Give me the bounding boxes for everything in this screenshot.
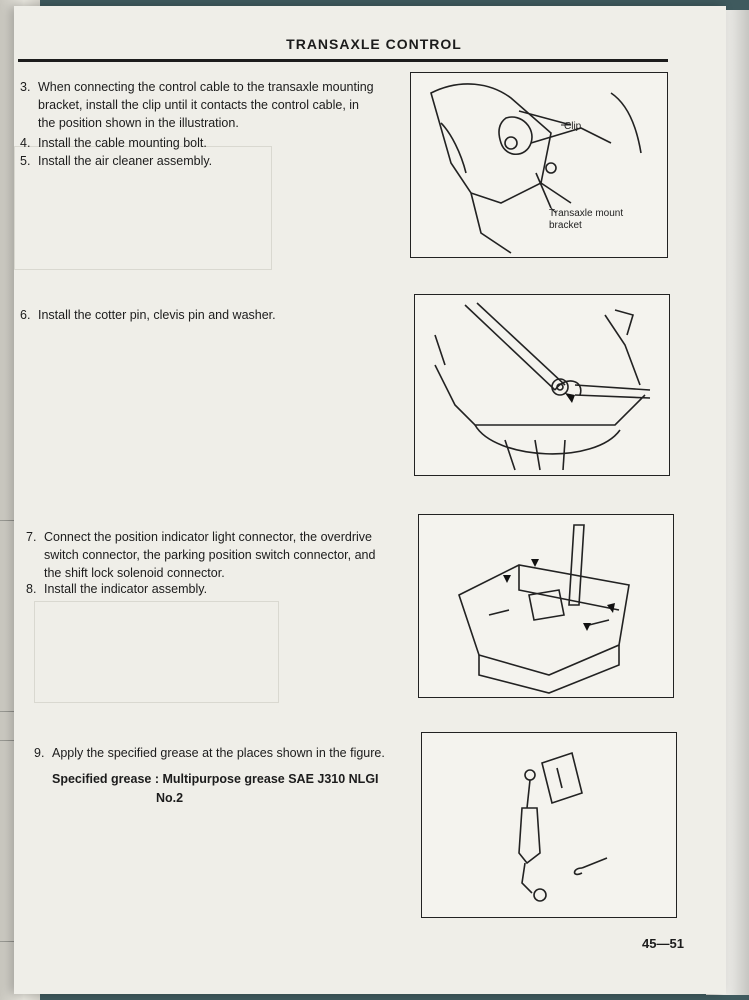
callout-transaxle-mount: Transaxle mount — [549, 208, 624, 219]
manual-page — [14, 6, 726, 994]
clip-bracket-illustration — [411, 73, 667, 257]
figure-grease-points — [421, 732, 677, 918]
grease-points-illustration — [422, 733, 676, 917]
figure-cotter-pin — [414, 294, 670, 476]
step-text-line: the shift lock solenoid connector. — [44, 566, 225, 580]
step-text: Install the air cleaner assembly. — [38, 154, 213, 168]
step-number: 9. — [34, 746, 45, 760]
callout-bracket: bracket — [549, 220, 582, 231]
step-text-line: bracket, install the clip until it contacts the control cable, in — [38, 98, 359, 112]
step-number: 5. — [20, 154, 31, 168]
spec-value-cont: No.2 — [156, 791, 184, 805]
step-text: Apply the specified grease at the places shown in the figure. — [52, 746, 385, 760]
figure-indicator-assembly — [418, 514, 674, 698]
step-text: Install the cable mounting bolt. — [38, 136, 207, 150]
step-8 — [26, 580, 207, 598]
step-text: Install the cotter pin, clevis pin and washer. — [38, 308, 276, 322]
step-text-line: switch connector, the parking position switch connector, and — [44, 548, 376, 562]
step-9 — [34, 744, 385, 762]
step-5 — [20, 152, 212, 170]
step-number: 6. — [20, 308, 31, 322]
cotter-pin-illustration — [415, 295, 669, 475]
specified-grease — [52, 770, 379, 808]
step-6 — [20, 306, 276, 324]
spec-value: Multipurpose grease SAE J310 NLGI — [162, 772, 379, 786]
spec-label: Specified grease : — [52, 772, 159, 786]
step-4 — [20, 134, 207, 152]
step-3 — [20, 78, 390, 132]
step-number: 8. — [26, 582, 37, 596]
indicator-assembly-illustration — [419, 515, 673, 697]
step-text: Install the indicator assembly. — [44, 582, 208, 596]
step-number: 3. — [20, 80, 31, 94]
page-title: TRANSAXLE CONTROL — [286, 36, 462, 52]
page-number: 45—51 — [642, 936, 684, 951]
step-text-line: the position shown in the illustration. — [38, 116, 239, 130]
step-text-line: When connecting the control cable to the transaxle mounting — [38, 80, 374, 94]
bleed-through-figure — [34, 601, 279, 703]
figure-clip-bracket — [410, 72, 668, 258]
step-number: 4. — [20, 136, 31, 150]
step-number: 7. — [26, 530, 37, 544]
header-rule — [18, 59, 668, 62]
step-7 — [26, 528, 396, 582]
callout-clip: Clip — [564, 121, 582, 132]
step-text-line: Connect the position indicator light connector, the overdrive — [44, 530, 372, 544]
